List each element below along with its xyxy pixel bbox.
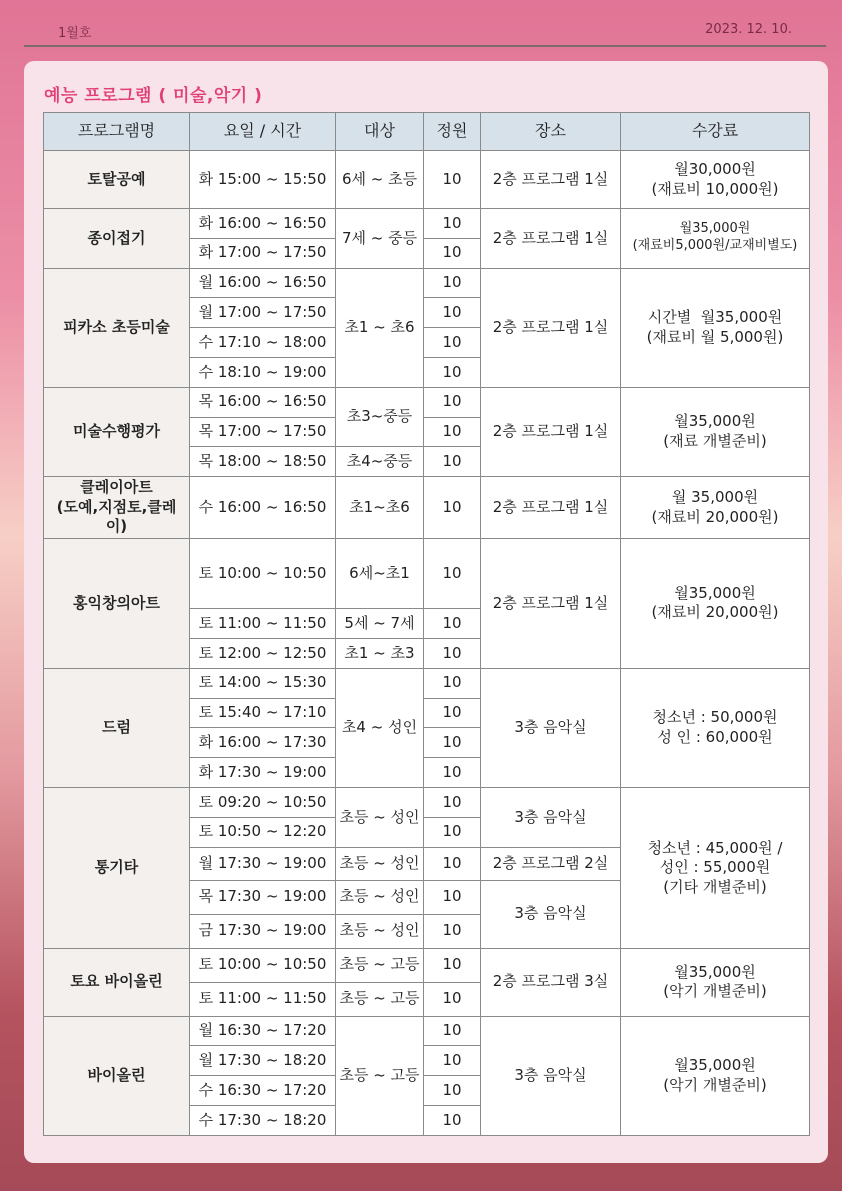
program-capacity: 10 (424, 847, 481, 880)
program-capacity: 10 (424, 151, 481, 209)
col-header-target: 대상 (336, 113, 424, 151)
fee-line: (재료비5,000원/교재비별도) (632, 238, 798, 254)
fee-line: 월35,000원 (674, 412, 756, 431)
program-fee (621, 268, 810, 387)
program-capacity: 10 (424, 609, 481, 639)
program-name: 피카소 초등미술 (44, 268, 190, 387)
fee-line: 청소년 : 50,000원 (652, 708, 778, 727)
program-capacity: 10 (424, 914, 481, 948)
program-name: 종이접기 (44, 209, 190, 269)
program-time: 수 18:10 ~ 19:00 (190, 357, 336, 387)
program-name: 토탈공예 (44, 151, 190, 209)
program-time: 목 17:00 ~ 17:50 (190, 417, 336, 447)
fee-line: 월35,000원 (674, 962, 756, 981)
program-target: 초3~중등 (336, 387, 424, 447)
program-time: 토 15:40 ~ 17:10 (190, 698, 336, 728)
program-place: 2층 프로그램 1실 (481, 387, 621, 476)
program-capacity: 10 (424, 668, 481, 698)
fee-line: (악기 개별준비) (663, 1075, 767, 1094)
col-header-time: 요일 / 시간 (190, 113, 336, 151)
table-header-row (44, 113, 810, 151)
program-capacity: 10 (424, 209, 481, 239)
program-capacity: 10 (424, 948, 481, 982)
program-target: 초1~초6 (336, 477, 424, 539)
program-fee (621, 151, 810, 209)
program-fee (621, 668, 810, 787)
program-capacity: 10 (424, 357, 481, 387)
program-capacity: 10 (424, 1076, 481, 1106)
program-fee (621, 1016, 810, 1135)
program-capacity: 10 (424, 728, 481, 758)
program-time: 화 16:00 ~ 17:30 (190, 728, 336, 758)
program-fee (621, 477, 810, 539)
fee-line: (악기 개별준비) (663, 982, 767, 1001)
program-target: 초등 ~ 고등 (336, 1016, 424, 1135)
program-time: 토 09:20 ~ 10:50 (190, 787, 336, 817)
program-place: 2층 프로그램 3실 (481, 948, 621, 1016)
table-row (44, 268, 810, 298)
table-row (44, 387, 810, 417)
col-header-fee: 수강료 (621, 113, 810, 151)
fee-line: 성인 : 55,000원 (659, 858, 771, 876)
table-row (44, 948, 810, 982)
table-row (44, 209, 810, 239)
table-row (44, 1016, 810, 1046)
program-name: 토요 바이올린 (44, 948, 190, 1016)
program-place: 3층 음악실 (481, 668, 621, 787)
program-time: 목 16:00 ~ 16:50 (190, 387, 336, 417)
program-place: 2층 프로그램 1실 (481, 268, 621, 387)
program-place: 2층 프로그램 2실 (481, 847, 621, 880)
program-time: 수 16:30 ~ 17:20 (190, 1076, 336, 1106)
program-fee (621, 387, 810, 476)
program-place: 2층 프로그램 1실 (481, 209, 621, 269)
program-name: 미술수행평가 (44, 387, 190, 476)
program-capacity: 10 (424, 880, 481, 914)
program-capacity: 10 (424, 539, 481, 609)
section-title: 예능 프로그램 ( 미술,악기 ) (44, 86, 263, 106)
program-time: 토 11:00 ~ 11:50 (190, 609, 336, 639)
program-place: 3층 음악실 (481, 1016, 621, 1135)
page-header (0, 0, 842, 48)
fee-line: 시간별 월35,000원 (647, 308, 783, 327)
program-time: 토 12:00 ~ 12:50 (190, 638, 336, 668)
issue-label: 1월호 (58, 26, 92, 41)
program-time: 화 17:00 ~ 17:50 (190, 238, 336, 268)
program-target: 초4~중등 (336, 447, 424, 477)
program-target: 초등 ~ 성인 (336, 880, 424, 914)
program-time: 목 17:30 ~ 19:00 (190, 880, 336, 914)
fee-line: 월 35,000원 (671, 488, 759, 507)
program-target: 초1 ~ 초6 (336, 268, 424, 387)
program-capacity: 10 (424, 698, 481, 728)
program-target: 5세 ~ 7세 (336, 609, 424, 639)
table-row (44, 668, 810, 698)
fee-line: 청소년 : 45,000원 / (647, 838, 783, 857)
fee-line: 월35,000원 (674, 583, 756, 602)
program-time: 월 17:00 ~ 17:50 (190, 298, 336, 328)
program-name: 홍익창의아트 (44, 539, 190, 669)
program-place: 3층 음악실 (481, 880, 621, 948)
program-place: 3층 음악실 (481, 787, 621, 847)
fee-line: (재료비 월 5,000원) (646, 327, 784, 346)
col-header-place: 장소 (481, 113, 621, 151)
table-row (44, 539, 810, 609)
program-fee (621, 787, 810, 948)
program-time: 수 16:00 ~ 16:50 (190, 477, 336, 539)
program-capacity: 10 (424, 982, 481, 1016)
program-time: 토 10:00 ~ 10:50 (190, 948, 336, 982)
program-place: 2층 프로그램 1실 (481, 539, 621, 669)
program-time: 화 17:30 ~ 19:00 (190, 758, 336, 788)
program-place: 2층 프로그램 1실 (481, 477, 621, 539)
program-time: 토 10:00 ~ 10:50 (190, 539, 336, 609)
fee-line: 월35,000원 (679, 221, 751, 237)
program-place: 2층 프로그램 1실 (481, 151, 621, 209)
col-header-capacity: 정원 (424, 113, 481, 151)
program-capacity: 10 (424, 387, 481, 417)
program-fee (621, 948, 810, 1016)
program-capacity: 10 (424, 1046, 481, 1076)
program-time: 월 17:30 ~ 19:00 (190, 847, 336, 880)
fee-line: (재료비 20,000원) (651, 603, 779, 622)
program-time: 토 14:00 ~ 15:30 (190, 668, 336, 698)
program-target: 6세~초1 (336, 539, 424, 609)
program-capacity: 10 (424, 1105, 481, 1135)
program-time: 토 10:50 ~ 12:20 (190, 817, 336, 847)
program-name-line: (도예,지점토,클레이) (56, 497, 177, 536)
program-target: 초등 ~ 고등 (336, 948, 424, 982)
program-time: 월 16:30 ~ 17:20 (190, 1016, 336, 1046)
fee-line: (재료비 10,000원) (651, 179, 779, 198)
program-capacity: 10 (424, 758, 481, 788)
program-time: 토 11:00 ~ 11:50 (190, 982, 336, 1016)
program-capacity: 10 (424, 417, 481, 447)
program-fee (621, 539, 810, 669)
program-target: 초등 ~ 고등 (336, 982, 424, 1016)
program-name: 통기타 (44, 787, 190, 948)
program-target: 초1 ~ 초3 (336, 638, 424, 668)
program-capacity: 10 (424, 328, 481, 358)
program-capacity: 10 (424, 298, 481, 328)
fee-line: 성 인 : 60,000원 (657, 727, 773, 746)
program-capacity: 10 (424, 638, 481, 668)
program-card (24, 61, 828, 1163)
program-name: 바이올린 (44, 1016, 190, 1135)
program-target: 초등 ~ 성인 (336, 787, 424, 847)
program-capacity: 10 (424, 787, 481, 817)
program-target: 초등 ~ 성인 (336, 914, 424, 948)
program-capacity: 10 (424, 268, 481, 298)
table-row (44, 151, 810, 209)
program-target: 6세 ~ 초등 (336, 151, 424, 209)
fee-line: 월35,000원 (674, 1056, 756, 1075)
program-time: 화 16:00 ~ 16:50 (190, 209, 336, 239)
program-name (44, 477, 190, 539)
program-target: 초4 ~ 성인 (336, 668, 424, 787)
program-capacity: 10 (424, 447, 481, 477)
program-target: 7세 ~ 중등 (336, 209, 424, 269)
program-time: 수 17:10 ~ 18:00 (190, 328, 336, 358)
program-fee (621, 209, 810, 269)
program-name-line: 클레이아트 (80, 478, 153, 497)
fee-line: (재료비 20,000원) (651, 507, 779, 526)
program-target: 초등 ~ 성인 (336, 847, 424, 880)
fee-line: 월30,000원 (674, 160, 756, 178)
program-table (43, 112, 810, 1136)
issue-date: 2023. 12. 10. (705, 22, 792, 37)
fee-line: (재료 개별준비) (663, 431, 767, 450)
program-time: 월 16:00 ~ 16:50 (190, 268, 336, 298)
program-time: 목 18:00 ~ 18:50 (190, 447, 336, 477)
program-time: 월 17:30 ~ 18:20 (190, 1046, 336, 1076)
program-capacity: 10 (424, 477, 481, 539)
program-time: 수 17:30 ~ 18:20 (190, 1105, 336, 1135)
header-divider (24, 45, 826, 47)
table-row (44, 787, 810, 817)
col-header-name: 프로그램명 (44, 113, 190, 151)
program-capacity: 10 (424, 817, 481, 847)
table-row (44, 477, 810, 539)
program-capacity: 10 (424, 1016, 481, 1046)
program-time: 화 15:00 ~ 15:50 (190, 151, 336, 209)
fee-line: (기타 개별준비) (663, 877, 767, 896)
program-time: 금 17:30 ~ 19:00 (190, 914, 336, 948)
program-capacity: 10 (424, 238, 481, 268)
program-name: 드럼 (44, 668, 190, 787)
